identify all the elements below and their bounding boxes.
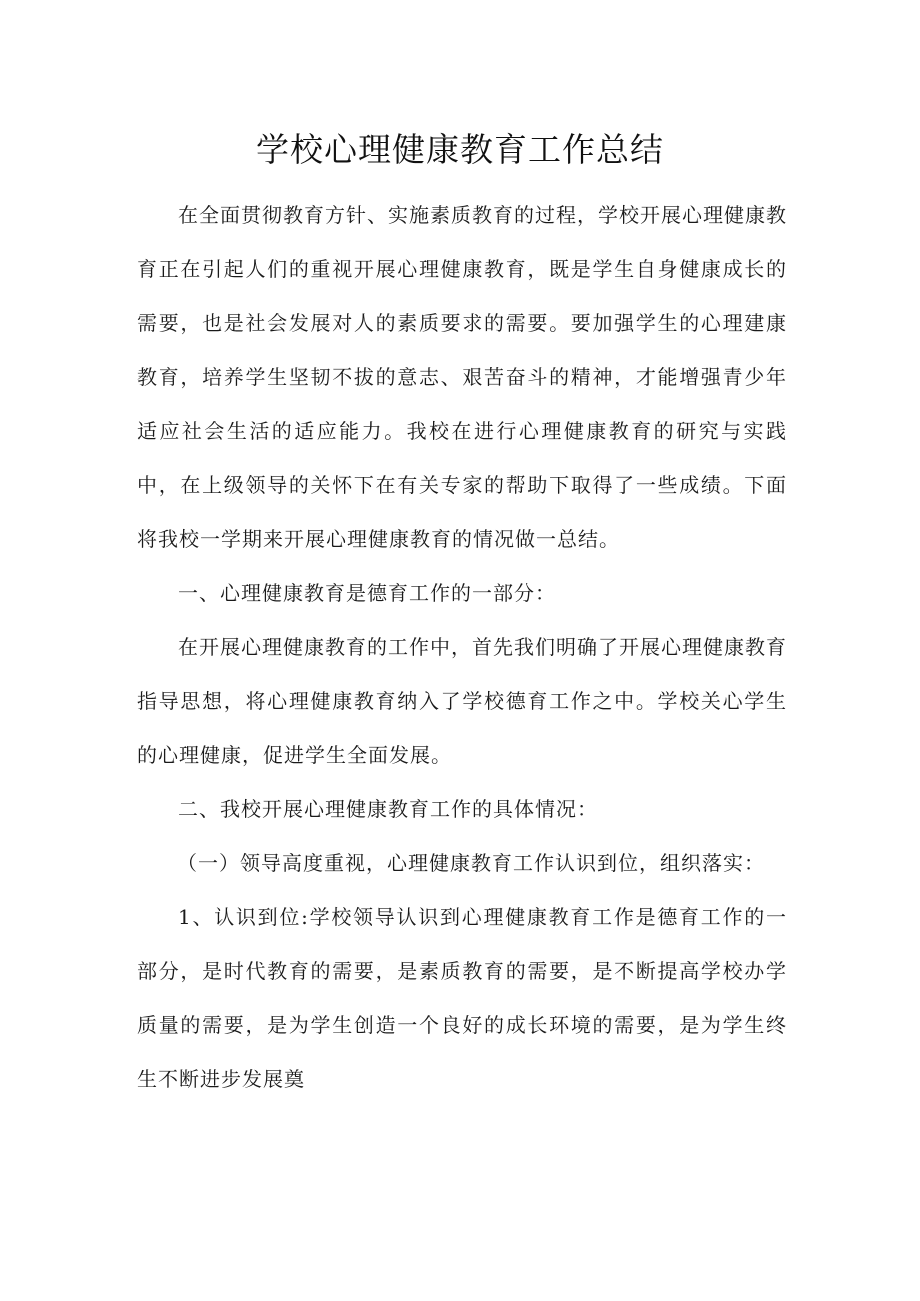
paragraph-section-1: 在开展心理健康教育的工作中，首先我们明确了开展心理健康教育指导思想，将心理健康教育纳入了学校德育工作之中。学校关心学生的心理健康，促进学生全面发展。 — [137, 635, 787, 767]
paragraph-item-1: 1、认识到位:学校领导认识到心理健康教育工作是德育工作的一部分，是时代教育的需要，是素质教育的需要，是不断提高学校办学质量的需要，是为学生创造一个良好的成长环境的需要，是为学生终生不断进步发展奠 — [137, 905, 787, 1091]
section-heading-1: 一、心理健康教育是德育工作的一部分： — [178, 581, 556, 605]
paragraph-intro: 在全面贯彻教育方针、实施素质教育的过程，学校开展心理健康教育正在引起人们的重视开展心理健康教育，既是学生自身健康成长的需要，也是社会发展对人的素质要求的需要。要加强学生的心理建康教育，培养学生坚韧不拔的意志、艰苦奋斗的精神，才能增强青少年适应社会生活的适应能力。我校在进行心理健康教育的研究与实践中，在上级领导的关怀下在有关专家的帮助下取得了一些成绩。下面将我校一学期来开展心理健康教育的情况做一总结。 — [137, 203, 787, 551]
section-heading-2: 二、我校开展心理健康教育工作的具体情况： — [178, 797, 598, 821]
document-title: 学校心理健康教育工作总结 — [256, 130, 664, 169]
document-body — [137, 188, 787, 1106]
subsection-heading-1: （一）领导高度重视，心理健康教育工作认识到位，组织落实： — [177, 851, 765, 875]
